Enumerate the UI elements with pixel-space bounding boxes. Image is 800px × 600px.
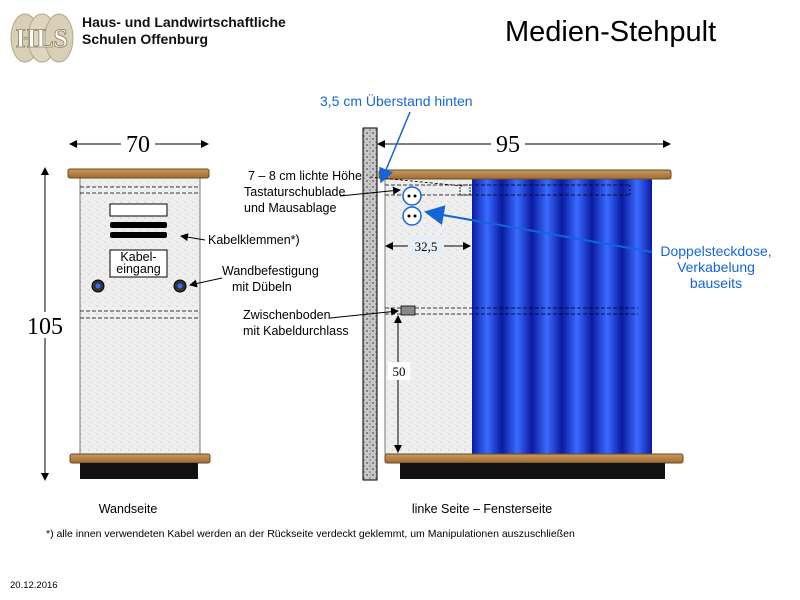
cable-clamp-2: [110, 232, 167, 238]
clamps-label: Kabelklemmen*): [208, 233, 300, 247]
wall-mount-label-2: mit Dübeln: [232, 280, 292, 294]
left-height-label: 105: [27, 314, 63, 340]
cable-passage: [401, 306, 415, 315]
keyboard-label-3: und Mausablage: [244, 201, 337, 215]
socket-label-1: Doppelsteckdose,: [660, 243, 772, 259]
shelf-label-2: mit Kabeldurchlass: [243, 324, 349, 338]
school-name-line2: Schulen Offenburg: [82, 31, 208, 47]
cable-slot: [110, 204, 167, 216]
depth-label: 32,5: [414, 239, 438, 254]
shelf-label-1: Zwischenboden: [243, 308, 331, 322]
socket-label-3: bauseits: [689, 275, 743, 291]
wall-anchor-right-core: [178, 284, 183, 289]
left-bottom-board: [70, 454, 210, 463]
cable-clamp-1: [110, 222, 167, 228]
left-cabinet-body: [80, 178, 200, 454]
left-view-caption: Wandseite: [98, 502, 158, 516]
right-bottom-board: [385, 454, 683, 463]
socket-label-2: Verkabelung: [677, 259, 755, 275]
right-width-label: 95: [496, 132, 520, 158]
keyboard-label-2: Tastaturschublade: [244, 185, 346, 199]
curtain: [472, 178, 652, 454]
overhang-label: 3,5 cm Überstand hinten: [320, 93, 473, 109]
shelf-height-label: 50: [392, 364, 406, 379]
wall-anchor-left-core: [96, 284, 101, 289]
right-view-caption: linke Seite – Fensterseite: [411, 502, 553, 516]
right-view: [363, 128, 683, 516]
logo-text: HLS: [15, 24, 69, 53]
right-base: [400, 463, 665, 479]
left-top-board: [68, 169, 209, 178]
page-title: Medien-Stehpult: [505, 16, 717, 48]
keyboard-label-1: 7 – 8 cm lichte Höhe: [248, 169, 362, 183]
cable-input-label-1: Kabel-: [120, 250, 157, 264]
left-width-label: 70: [126, 132, 150, 158]
school-name-line1: Haus- und Landwirtschaftliche: [82, 14, 286, 30]
left-view: [22, 132, 210, 516]
date-label: 20.12.2016: [10, 580, 58, 591]
wall: [363, 128, 377, 480]
cable-input-label-2: eingang: [116, 262, 161, 276]
wall-mount-label-1: Wandbefestigung: [222, 264, 319, 278]
footnote: *) alle innen verwendeten Kabel werden an der Rückseite verdeckt geklemmt, um Manipulationen auszuschließen: [46, 528, 575, 540]
left-base: [80, 463, 198, 479]
right-top-board: [379, 170, 671, 179]
